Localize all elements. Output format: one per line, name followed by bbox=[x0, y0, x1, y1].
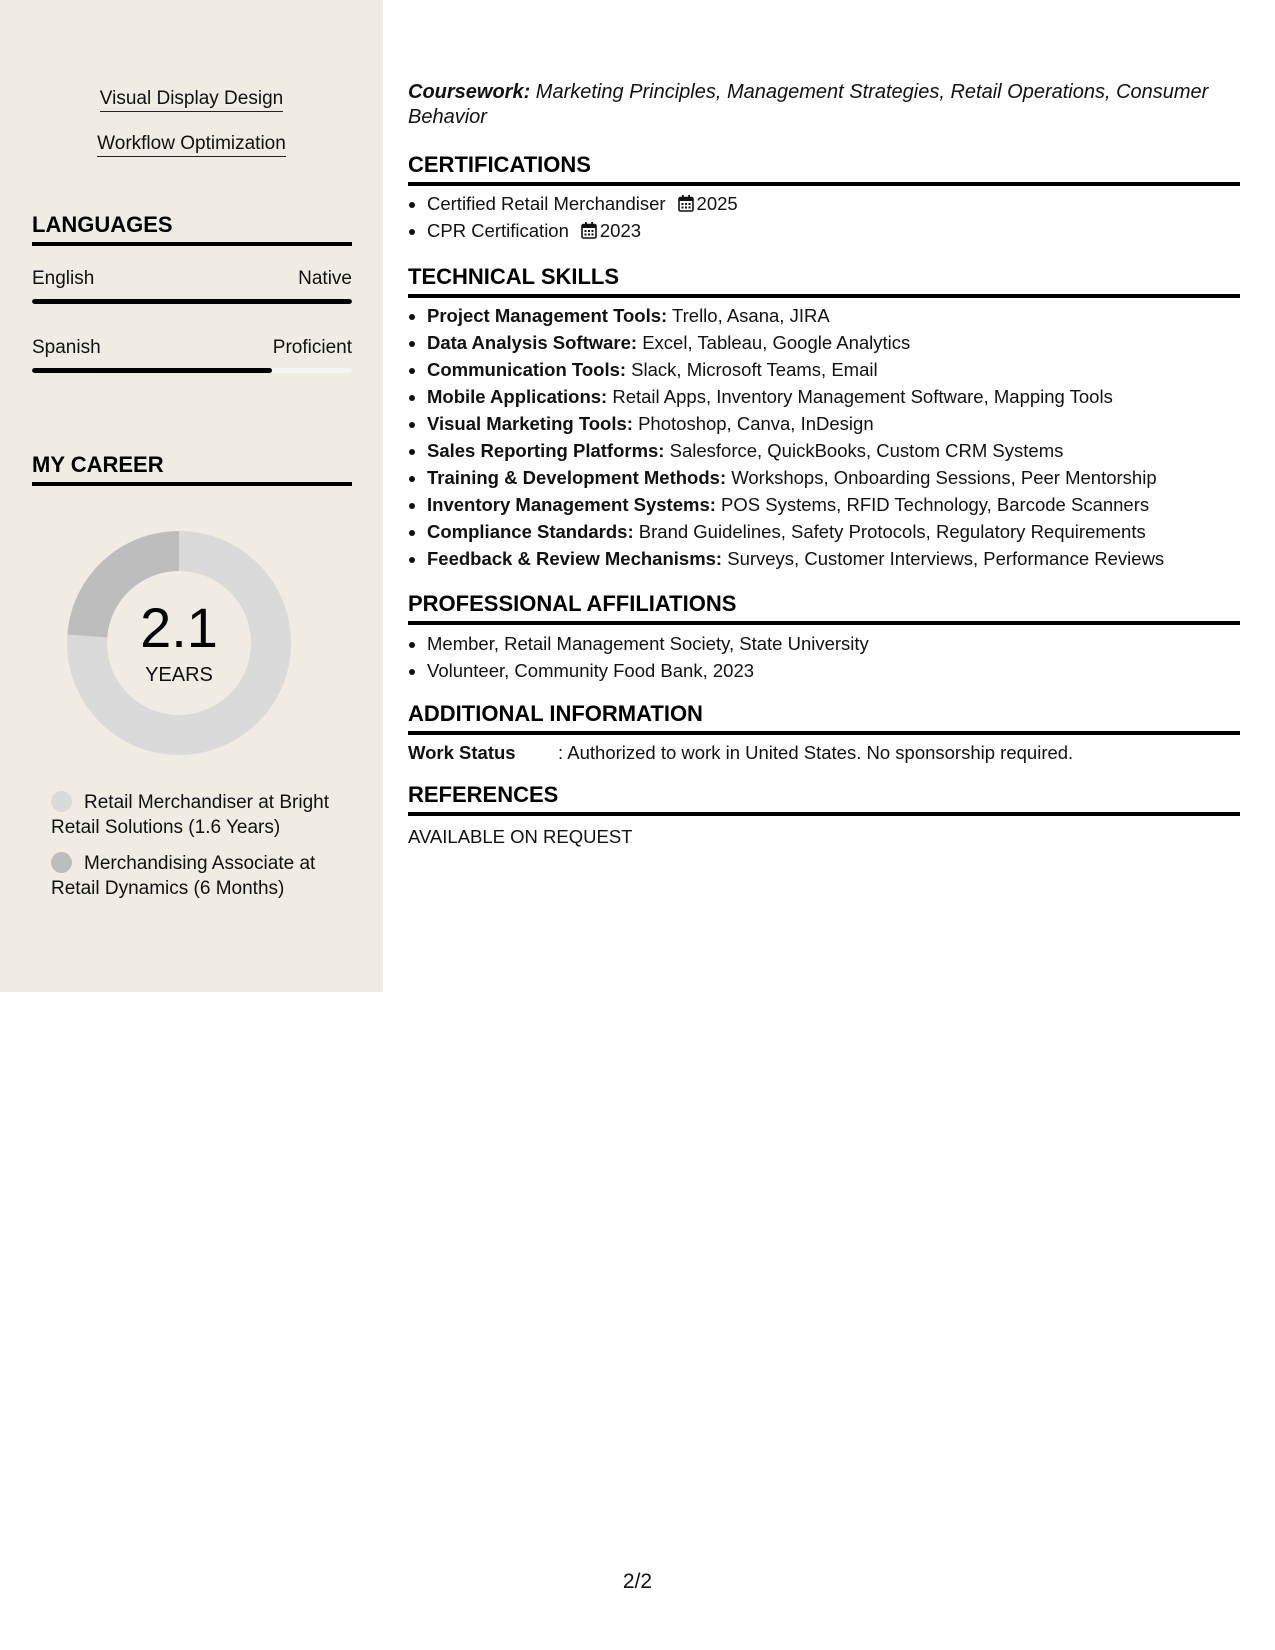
career-total-unit: YEARS bbox=[145, 664, 213, 686]
languages-heading: LANGUAGES bbox=[32, 212, 352, 246]
work-status-label: Work Status bbox=[408, 742, 516, 763]
skill-workflow-optimization[interactable]: Workflow Optimization bbox=[0, 133, 383, 155]
certifications-list bbox=[408, 190, 738, 244]
language-row-english bbox=[32, 268, 352, 290]
career-total-years: 2.1 bbox=[140, 596, 218, 659]
career-item-label: Merchandising Associate at Retail Dynamics (6 Months) bbox=[51, 853, 316, 899]
list-item: • Volunteer, Community Food Bank, 2023 bbox=[427, 657, 869, 684]
list-item: • Certified Retail Merchandiser 2025 bbox=[427, 190, 738, 217]
list-item: • Sales Reporting Platforms: Salesforce, QuickBooks, Custom CRM Systems bbox=[427, 437, 1164, 464]
language-name: English bbox=[32, 268, 95, 289]
language-level: Native bbox=[298, 268, 352, 289]
coursework-label: Coursework: bbox=[408, 81, 531, 103]
technical-skills-list bbox=[408, 302, 1164, 572]
list-item: • Data Analysis Software: Excel, Tableau, Google Analytics bbox=[427, 329, 1164, 356]
career-heading: MY CAREER bbox=[32, 452, 352, 486]
career-item-label: Retail Merchandiser at Bright Retail Solutions (1.6 Years) bbox=[51, 792, 329, 838]
language-bar-fill bbox=[32, 368, 272, 373]
calendar-icon bbox=[581, 222, 597, 239]
list-item: • CPR Certification 2023 bbox=[427, 217, 738, 244]
list-item: • Feedback & Review Mechanisms: Surveys, Customer Interviews, Performance Reviews bbox=[427, 545, 1164, 572]
affiliations-list bbox=[408, 630, 869, 684]
list-item: • Training & Development Methods: Workshops, Onboarding Sessions, Peer Mentorship bbox=[427, 464, 1164, 491]
language-row-spanish bbox=[32, 337, 352, 359]
career-item bbox=[51, 790, 341, 840]
additional-info-heading: ADDITIONAL INFORMATION bbox=[408, 701, 1240, 735]
affiliations-heading: PROFESSIONAL AFFILIATIONS bbox=[408, 591, 1240, 625]
list-item: • Communication Tools: Slack, Microsoft Teams, Email bbox=[427, 356, 1164, 383]
sidebar bbox=[0, 0, 383, 992]
references-text: AVAILABLE ON REQUEST bbox=[408, 826, 633, 847]
list-item: • Mobile Applications: Retail Apps, Inventory Management Software, Mapping Tools bbox=[427, 383, 1164, 410]
skill-visual-display-design[interactable]: Visual Display Design bbox=[0, 88, 383, 110]
coursework bbox=[408, 80, 1240, 130]
list-item: • Project Management Tools: Trello, Asana, JIRA bbox=[427, 302, 1164, 329]
work-status-value: : Authorized to work in United States. No sponsorship required. bbox=[558, 742, 1074, 763]
work-status bbox=[408, 742, 1073, 764]
language-bar-fill bbox=[32, 299, 352, 304]
career-item bbox=[51, 851, 341, 901]
technical-skills-heading: TECHNICAL SKILLS bbox=[408, 264, 1240, 298]
page-number: 2/2 bbox=[622, 1570, 653, 1593]
list-item: • Member, Retail Management Society, State University bbox=[427, 630, 869, 657]
legend-dot-icon bbox=[51, 791, 72, 812]
list-item: • Inventory Management Systems: POS Systems, RFID Technology, Barcode Scanners bbox=[427, 491, 1164, 518]
certifications-heading: CERTIFICATIONS bbox=[408, 152, 1240, 186]
references-heading: REFERENCES bbox=[408, 782, 1240, 816]
language-bar-english bbox=[32, 299, 352, 304]
coursework-text: Marketing Principles, Management Strategies, Retail Operations, Consumer Behavior bbox=[408, 81, 1209, 128]
list-item: • Visual Marketing Tools: Photoshop, Canva, InDesign bbox=[427, 410, 1164, 437]
language-bar-spanish bbox=[32, 368, 352, 373]
list-item: • Compliance Standards: Brand Guidelines, Safety Protocols, Regulatory Requirements bbox=[427, 518, 1164, 545]
legend-dot-icon bbox=[51, 852, 72, 873]
language-name: Spanish bbox=[32, 337, 101, 358]
calendar-icon bbox=[678, 195, 694, 212]
language-level: Proficient bbox=[272, 337, 352, 358]
